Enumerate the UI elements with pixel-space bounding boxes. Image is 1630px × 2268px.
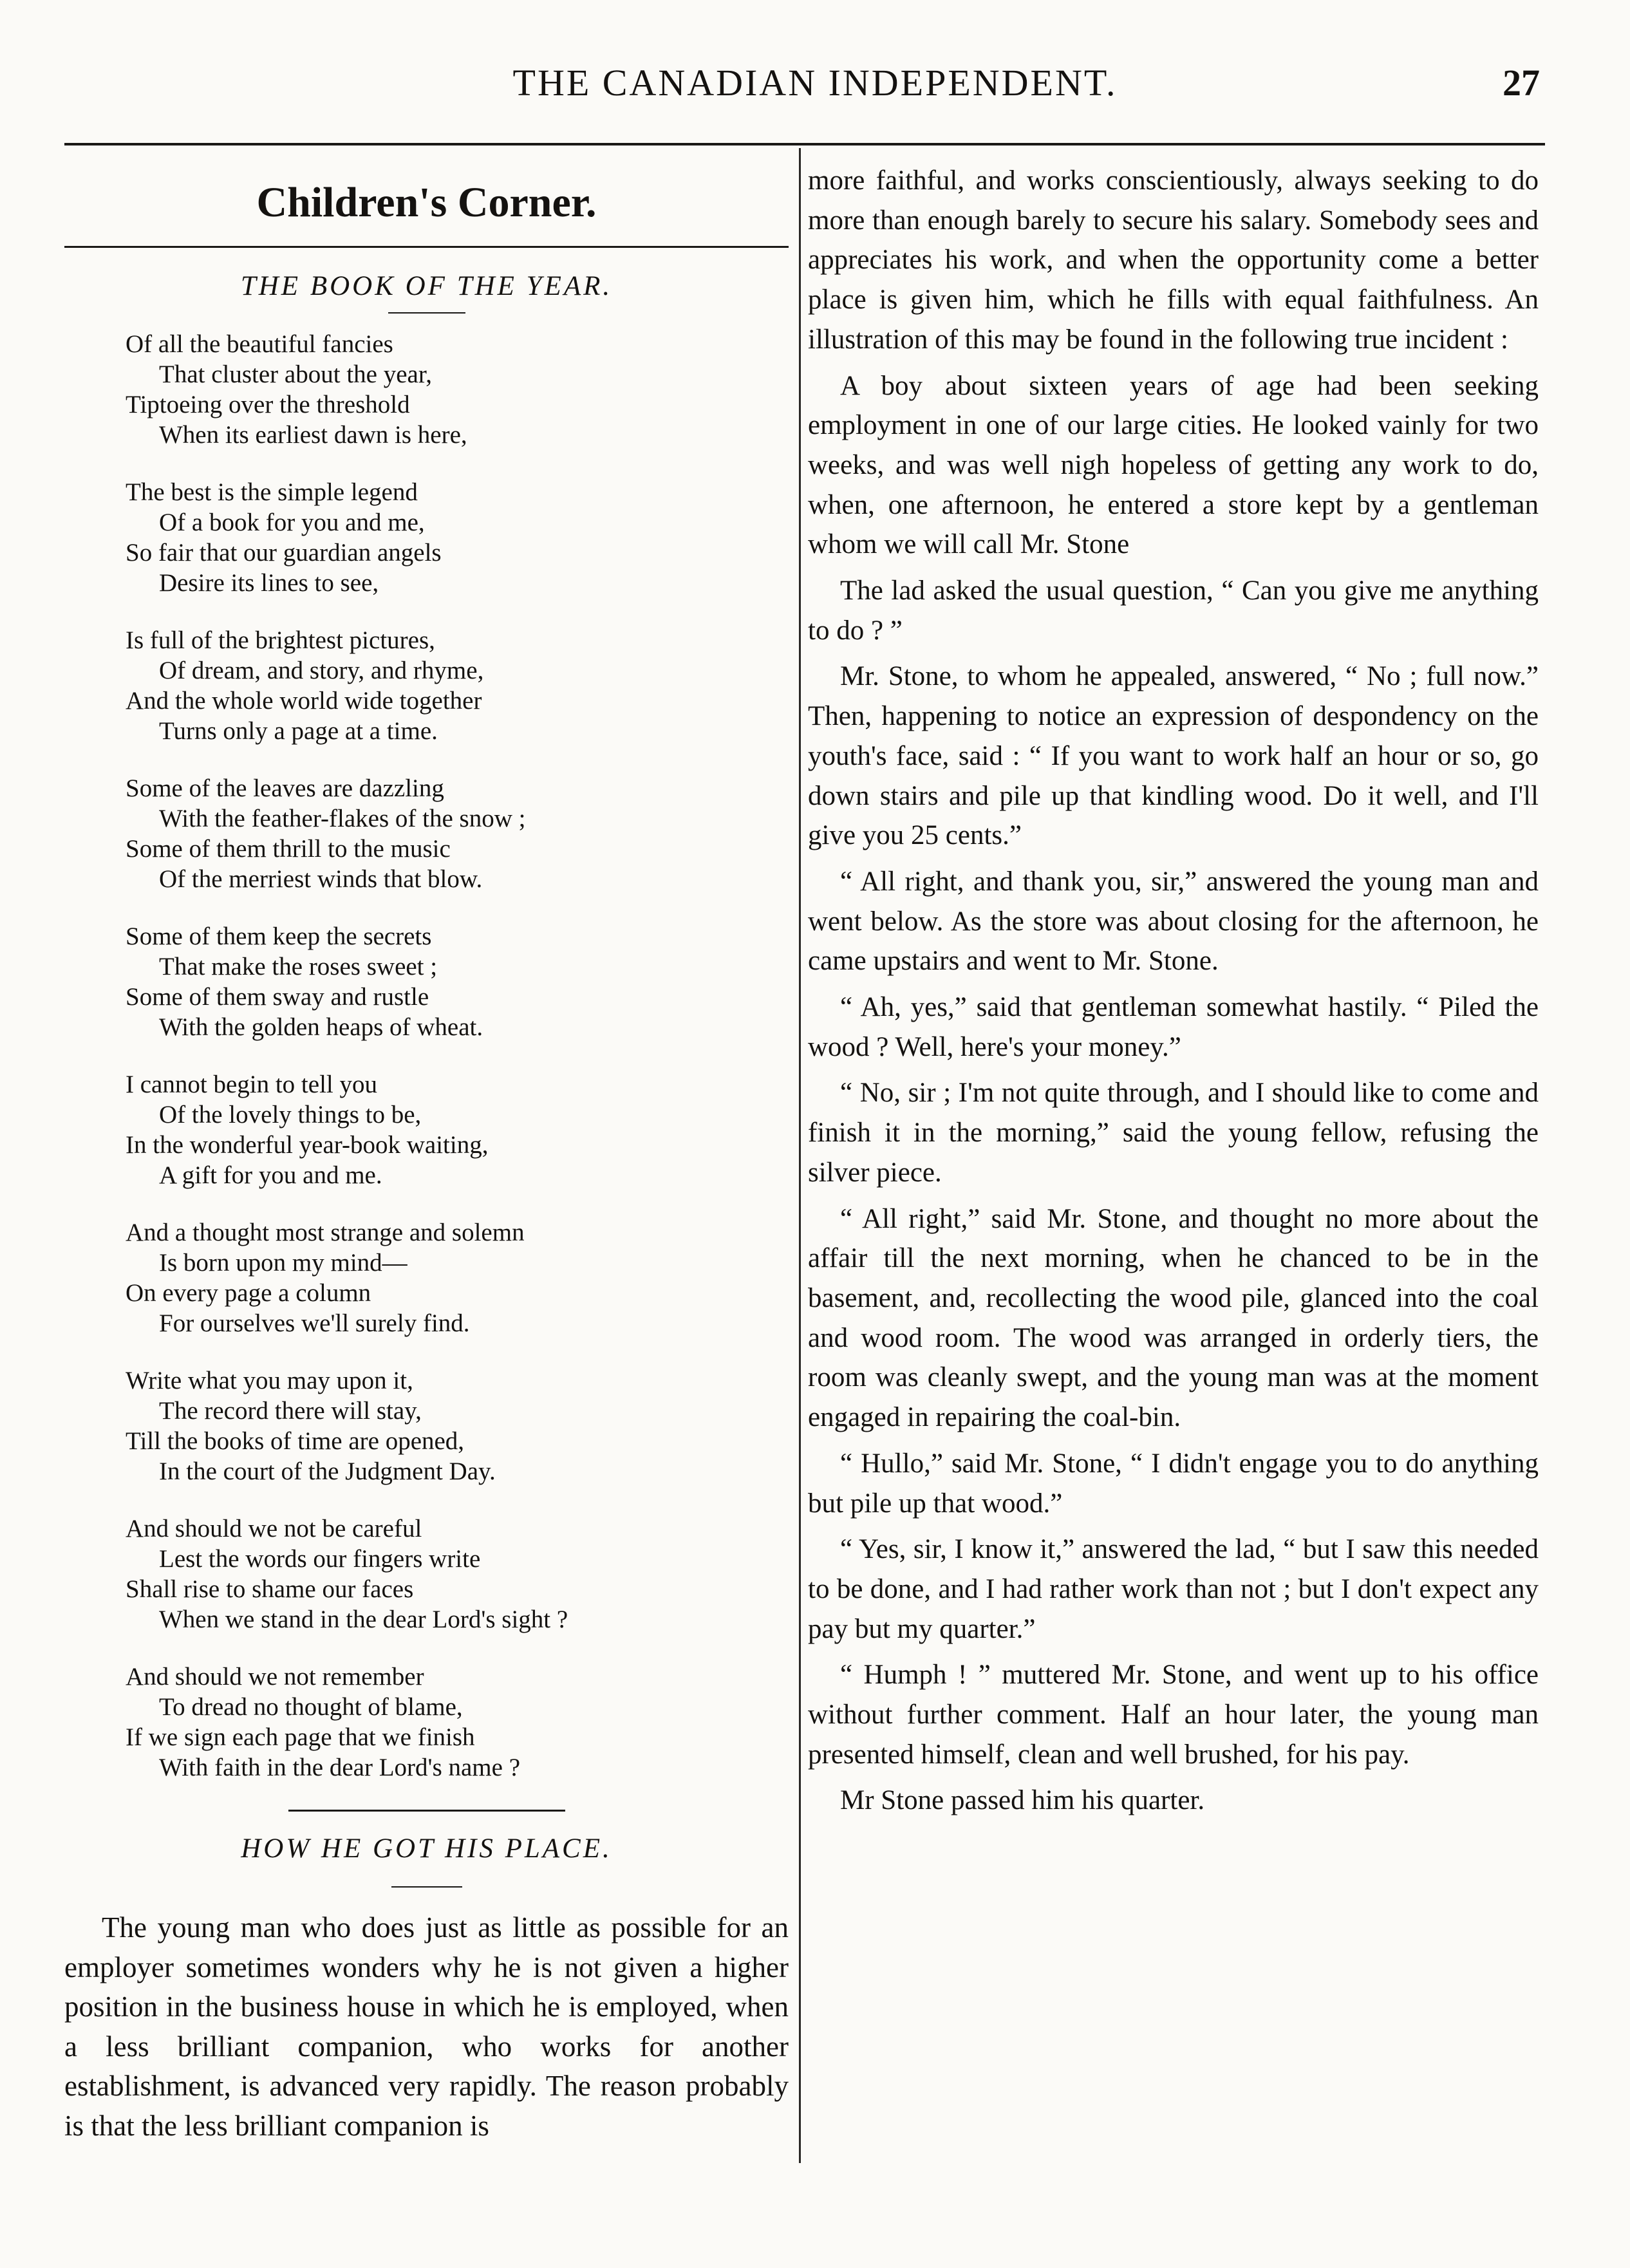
- poem-line: Of a book for you and me,: [159, 509, 425, 536]
- poem-stanza: [126, 773, 789, 894]
- poem-line: Of all the beautiful fancies: [126, 330, 393, 358]
- poem-stanza: [126, 1217, 789, 1338]
- poem-line: For ourselves we'll surely find.: [159, 1309, 470, 1337]
- poem-line: And should we not remember: [126, 1663, 424, 1691]
- poem-line: In the wonderful year-book waiting,: [126, 1131, 489, 1159]
- poem-line: Of the merriest winds that blow.: [159, 865, 483, 893]
- poem-line: Some of them sway and rustle: [126, 983, 429, 1011]
- poem-stanza: [126, 1514, 789, 1635]
- running-title: THE CANADIAN INDEPENDENT.: [512, 62, 1118, 104]
- poem-line: In the court of the Judgment Day.: [159, 1457, 496, 1485]
- poem-line: When we stand in the dear Lord's sight ?: [159, 1606, 568, 1633]
- left-column: [64, 148, 789, 2146]
- poem-line: Is full of the brightest pictures,: [126, 626, 435, 654]
- poem-line: Some of the leaves are dazzling: [126, 774, 444, 802]
- story-paragraph: “ All right, and thank you, sir,” answered the young man and went below. As the store was about closing for the afternoon, he came upstairs and went to Mr. Stone.: [808, 866, 1539, 977]
- poem-line: A gift for you and me.: [159, 1161, 382, 1189]
- poem-stanza: [126, 921, 789, 1042]
- right-column: [808, 148, 1539, 1827]
- poem-line: The record there will stay,: [159, 1397, 422, 1425]
- poem-line: To dread no thought of blame,: [159, 1693, 463, 1721]
- poem-line: Lest the words our fingers write: [159, 1545, 481, 1573]
- poem-line: Some of them keep the secrets: [126, 923, 432, 950]
- poem-line: With the golden heaps of wheat.: [159, 1013, 483, 1041]
- story-paragraph: more faithful, and works conscientiously, always seeking to do more than enough barely to secure his salary. Somebody sees and appreciates his work, and when the opportunity come a better place is given him, which he fills with equal faithfulness. An illustration of this may be found in the following true incident :: [808, 165, 1539, 355]
- poem-line: Desire its lines to see,: [159, 569, 379, 597]
- poem-stanza: [126, 1365, 789, 1486]
- poem-stanza: [126, 1662, 789, 1783]
- story-paragraph: Mr Stone passed him his quarter.: [840, 1785, 1205, 1816]
- story-paragraph: “ All right,” said Mr. Stone, and thought no more about the affair till the next morning, when he chanced to be in the basement, and, recollecting the wood pile, glanced into the coal and wood room. The wood was arranged in orderly tiers, the room was cleanly swept, and the young man was at the moment engaged in repairing the coal-bin.: [808, 1203, 1539, 1433]
- poem-stanza: [126, 329, 789, 450]
- story-title-rule: [391, 1886, 462, 1888]
- poem-line: Of dream, and story, and rhyme,: [159, 657, 484, 684]
- poem-line: Turns only a page at a time.: [159, 717, 438, 745]
- poem-title-rule: [388, 312, 465, 314]
- poem-line: And a thought most strange and solemn: [126, 1219, 525, 1246]
- poem-line: On every page a column: [126, 1279, 371, 1307]
- section-rule: [64, 246, 789, 248]
- poem-line: Tiptoeing over the threshold: [126, 391, 410, 418]
- section-heading: Children's Corner.: [256, 179, 597, 226]
- poem-line: That cluster about the year,: [159, 361, 433, 388]
- poem-line: If we sign each page that we finish: [126, 1723, 475, 1751]
- poem-line: With faith in the dear Lord's name ?: [159, 1754, 521, 1781]
- story-paragraph: A boy about sixteen years of age had been seeking employment in one of our large cities. He looked vainly for two weeks, and was well nigh hopeless of getting any work to do, when, one afternoon, he entered a store kept by a gentleman whom we will call Mr. Stone: [808, 370, 1539, 560]
- poem-line: With the feather-flakes of the snow ;: [159, 805, 526, 832]
- poem-line: Shall rise to shame our faces: [126, 1575, 414, 1603]
- poem-stanza: [126, 477, 789, 598]
- poem-line: Till the books of time are opened,: [126, 1427, 465, 1455]
- header-rule: [64, 143, 1545, 145]
- poem-title: THE BOOK OF THE YEAR.: [240, 271, 613, 301]
- poem-line: And should we not be careful: [126, 1515, 422, 1542]
- poem-line: That make the roses sweet ;: [159, 953, 438, 980]
- story-paragraph: Mr. Stone, to whom he appealed, answered, “ No ; full now.” Then, happening to notice an expression of despondency on the youth's face, said : “ If you want to work half an hour or so, go down stairs and pile up that kindling wood. Do it well, and I'll give you 25 cents.”: [808, 661, 1539, 851]
- column-divider: [799, 148, 801, 2163]
- story-opening-paragraph: The young man who does just as little as possible for an employer sometimes wonders why he is not given a higher position in the business house in which he is employed, when a less brilliant companion, who works for another establishment, is advanced very rapidly. The reason probably is that the less brilliant companion is: [64, 1911, 789, 2142]
- poem-stanza: [126, 1069, 789, 1190]
- poem-line: And the whole world wide together: [126, 687, 482, 715]
- story-paragraph: “ Ah, yes,” said that gentleman somewhat hastily. “ Piled the wood ? Well, here's your money.”: [808, 992, 1539, 1062]
- poem-stanza: [126, 625, 789, 746]
- story-paragraph: The lad asked the usual question, “ Can you give me anything to do ? ”: [808, 576, 1539, 646]
- poem-line: I cannot begin to tell you: [126, 1071, 377, 1098]
- poem: [64, 329, 789, 1783]
- poem-line: Write what you may upon it,: [126, 1367, 413, 1394]
- page-number: 27: [1503, 62, 1540, 104]
- story-paragraph: “ No, sir ; I'm not quite through, and I should like to come and finish it in the morning,” said the young fellow, refusing the silver piece.: [808, 1078, 1539, 1188]
- poem-line: Is born upon my mind—: [159, 1249, 408, 1277]
- story-paragraph: “ Hullo,” said Mr. Stone, “ I didn't engage you to do anything but pile up that wood.”: [808, 1448, 1539, 1519]
- story-title: HOW HE GOT HIS PLACE.: [241, 1833, 612, 1864]
- poem-line: When its earliest dawn is here,: [159, 421, 467, 449]
- poem-line: The best is the simple legend: [126, 478, 418, 506]
- story-paragraph: “ Yes, sir, I know it,” answered the lad, “ but I saw this needed to be done, and I had rather work than not ; but I don't expect any pay but my quarter.”: [808, 1534, 1539, 1644]
- story-paragraph: “ Humph ! ” muttered Mr. Stone, and went up to his office without further comment. Half an hour later, the young man presented himself, clean and well brushed, for his pay.: [808, 1660, 1539, 1770]
- story-separator-rule: [288, 1810, 565, 1812]
- poem-line: Of the lovely things to be,: [159, 1101, 422, 1129]
- poem-line: So fair that our guardian angels: [126, 539, 442, 567]
- poem-line: Some of them thrill to the music: [126, 835, 451, 863]
